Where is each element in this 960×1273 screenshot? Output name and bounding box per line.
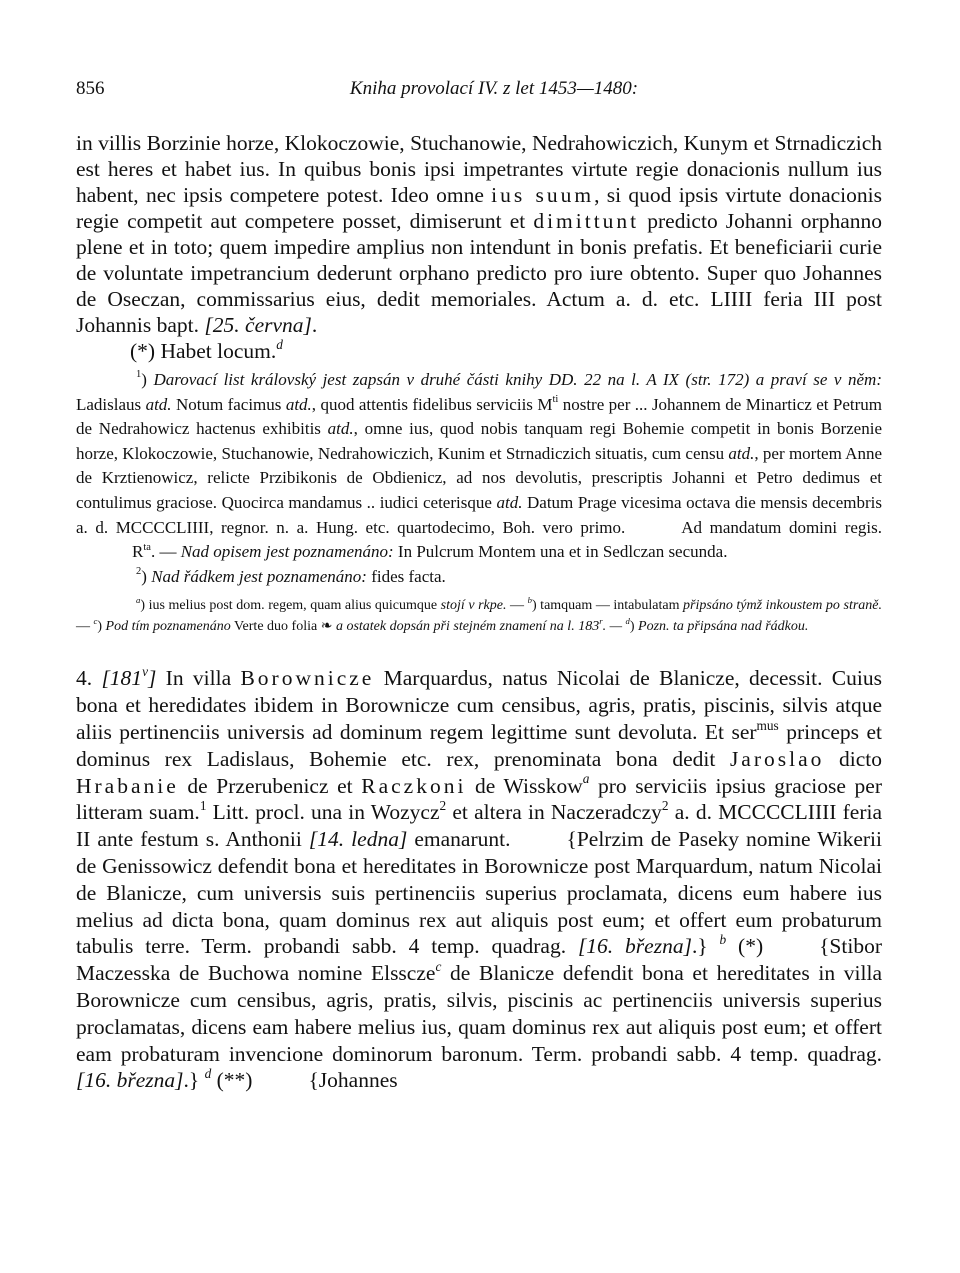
editor-note: Darovací list královský jest zapsán v druhé části knihy DD. 22 na l. A IX (str. 172) a praví se v něm:	[153, 370, 882, 389]
editor-note: Pod tím poznamenáno	[105, 619, 231, 635]
spaced-text: Raczkoni	[361, 773, 467, 798]
text-span: emanarunt.	[407, 827, 511, 852]
text-span: in villis Borzinie horze, Klokoczowie, Stuchanowie, Nedrahowiczich, Kunym et Strnadiczich est heres et habet ius. In quibus bonis ipsi impetrantes virtute regie donacionis nullum ius habent, nec ipsis competere potest. Ideo omne	[76, 131, 882, 207]
spaced-text: Hrabanie	[76, 773, 179, 798]
folio-ref: ]	[147, 666, 166, 691]
footnote-number: 2	[136, 566, 142, 578]
text-span: . —	[602, 619, 626, 635]
variant-marker: a	[136, 594, 141, 605]
text-span: .	[311, 313, 318, 337]
text-span: —	[76, 619, 94, 635]
variant-note-marker: b	[719, 932, 727, 948]
variant-notes	[76, 595, 882, 637]
variant-note-marker: d	[276, 336, 283, 352]
text-span: .}	[691, 934, 720, 959]
superscript: v	[142, 664, 148, 680]
footnote-number: 1	[136, 369, 142, 381]
spaced-text: Jaroslao	[729, 746, 825, 771]
text-span: ) tamquam — intabulatam	[531, 598, 684, 614]
editor-note: stojí v rkpe.	[440, 598, 507, 614]
page-header	[76, 70, 882, 99]
entry-4	[76, 665, 882, 1094]
habet-locum-line	[76, 338, 882, 364]
paragraph-continuation	[76, 130, 882, 338]
text-span: fides facta.	[366, 566, 446, 586]
text-span: , si quod ipsis virtute donacionis regie competit aut competere posset, dimiserunt et	[76, 183, 882, 233]
editor-note: Nad řádkem jest poznamenáno:	[151, 566, 367, 586]
text-span: Verte duo folia	[230, 619, 321, 635]
text-span: . —	[150, 542, 177, 562]
text-span: {Johannes	[308, 1068, 398, 1093]
date-gloss: [14. ledna]	[308, 827, 408, 852]
text-span: R	[132, 542, 144, 562]
text-span: Ladislaus	[76, 394, 146, 414]
date-gloss: [25. června]	[204, 313, 312, 337]
atd: atd.	[496, 492, 523, 512]
folio-ref: [181	[92, 666, 143, 691]
text-span: {Pelrzim de Paseky nomine Wikerii de Genissowicz defendit bona et hereditates in Borownicze post Marquardum, natum Nicolai de Blanicze, cum universis suis pertinenciis superius proclamata, dicens eum habere ius melius ad dicta bona, quam dominus rex aut aliquis post eum; et offert eum probaturum tabulis terre. Term. probandi sabb. 4 temp. quadrag.	[76, 827, 882, 959]
superscript: mus	[756, 717, 779, 733]
text-span: , per mortem Anne de Krztienowicz, relicte Przibikonis de Obdienicz, ad nos devolutis, prescriptis Johanni et Petro dedimus et contulimus graciose. Quocirca mandamus .. iudici ceterisque	[76, 443, 882, 512]
text-span: nostre per ... Johannem de Minarticz et Petrum de Nedrahowicz hactenus exhibitis	[76, 394, 883, 439]
text-span: Litt. procl. una in Wozycz	[206, 800, 440, 825]
text-span: )	[97, 619, 106, 635]
text-span: (*)	[726, 934, 764, 959]
text-span: predicto Johanni orphanno plene et in toto; quem impedire amplius non intendunt in bonis prefatis. Et beneficiarii curie de voluntate impetrancium dederunt orphano predicto pro iure obtento. Super quo Johannes de Oseczan, commissarius eius, dedit memoriales. Actum a. d. etc. LIIII feria III post Johannis bapt.	[76, 209, 882, 337]
text-span: .}	[183, 1068, 205, 1093]
editor-note: Pozn. ta připsána nad řádkou.	[638, 619, 809, 635]
variant-note-marker: d	[204, 1066, 212, 1082]
footnote-ref: 2	[439, 798, 447, 814]
page-number: 856	[76, 78, 105, 99]
text-span: Marquardus, natus Nicolai de Blanicze, decessit. Cuius bona et heredidates ibidem in Borownicze cum censibus, agris, pratis, piscinis, silvis atque aliis pertinenciis universis ad dominum regem legittime sunt devoluta. Et ser	[76, 666, 882, 744]
superscript: ta	[143, 541, 151, 553]
variant-marker: d	[625, 615, 630, 626]
text-span: , quod attentis fidelibus serviciis M	[311, 394, 553, 414]
text-span: princeps et dominus rex Ladislaus, Bohemie etc. rex, prenominata bona dedit	[76, 719, 882, 771]
superscript: ti	[552, 393, 559, 405]
text-span: dicto	[824, 746, 882, 771]
variant-note-marker: a	[582, 771, 590, 787]
text-span: , omne ius, quod nobis tanquam regi Bohemie competit in bonis Borzenie horze, Klokoczowie, Stuchanowie, Nedrahowiczich, Kunim et Strnadiczich situatis, cum censu	[76, 419, 882, 463]
text-span: Datum Prage vicesima octava die mensis decembris a. d. MCCCCLIIII, regnor. n. a. Hung. etc. quartodecimo, Boh. vero primo.	[76, 492, 883, 537]
atd: atd.	[728, 443, 755, 463]
spaced-text: Borownicze	[240, 666, 375, 691]
footnote-ref: 1	[199, 798, 207, 814]
date-gloss: [16. března]	[76, 1068, 184, 1093]
text-span: In Pulcrum Montem una et in Sedlczan secunda.	[393, 542, 728, 562]
text-span: pro serviciis ipsius graciose per litteram suam.	[76, 773, 882, 825]
main-text-upper	[76, 130, 882, 364]
text-span: (**)	[211, 1068, 253, 1093]
editor-note: a ostatek dopsán při stejném znamení na l. 183	[335, 619, 600, 635]
running-title: Kniha provolací IV. z let 1453—1480:	[349, 78, 639, 99]
text-span: {Stibor Maczesska de Buchowa nomine Elsscze	[76, 934, 882, 986]
variant-marker: c	[93, 615, 98, 626]
spaced-text: ius suum	[491, 183, 595, 207]
text-span: Notum facimus	[171, 394, 286, 414]
text-span: de Wisskow	[466, 773, 583, 798]
date-gloss: [16. března]	[577, 934, 692, 959]
text-span: (*) Habet locum.	[130, 339, 277, 363]
footnote-2	[76, 565, 882, 590]
text-span: —	[506, 598, 528, 614]
entry-4-text	[76, 665, 882, 1094]
superscript: r	[599, 615, 603, 626]
text-span: )	[629, 619, 639, 635]
entry-number: 4.	[76, 666, 93, 691]
text-span: de Przerubenicz et	[178, 773, 362, 798]
footnote-ref: 2	[661, 798, 669, 814]
editor-note: Nad opisem jest poznamenáno:	[180, 542, 394, 562]
atd: atd.	[327, 419, 354, 439]
atd: atd.	[285, 394, 312, 414]
variant-note-marker: c	[435, 958, 442, 974]
text-span: )	[141, 566, 152, 586]
fleuron-icon: ❧	[320, 619, 333, 635]
text-span: Ad mandatum domini regis.	[681, 517, 882, 537]
atd: atd.	[145, 394, 172, 414]
text-span: In villa	[165, 666, 241, 691]
text-span: a. d. MCCCCLIIII feria II ante festum s. Anthonii	[76, 800, 882, 852]
text-span: ) ius melius post dom. regem, quam alius quicumque	[140, 598, 441, 614]
text-span: )	[141, 370, 154, 389]
footnote-1	[76, 368, 882, 565]
text-span: de Blanicze defendit bona et hereditates in villa Borownicze cum censibus, agris, pratis, silvis, piscinis ac pertinenciis universis superius proclamatas, dicens eam habere melius ius, quam dominus rex aut aliquis post eum; et offert eam probaturam invencione dominorum baronum. Term. probandi sabb. 4 temp. quadrag.	[76, 961, 882, 1066]
text-span: et altera in Naczeradczy	[446, 800, 662, 825]
book-page	[76, 70, 882, 1094]
variant-marker: b	[527, 594, 532, 605]
spaced-text: dimittunt	[533, 209, 640, 233]
editor-note: připsáno týmž inkoustem po straně.	[683, 598, 882, 614]
